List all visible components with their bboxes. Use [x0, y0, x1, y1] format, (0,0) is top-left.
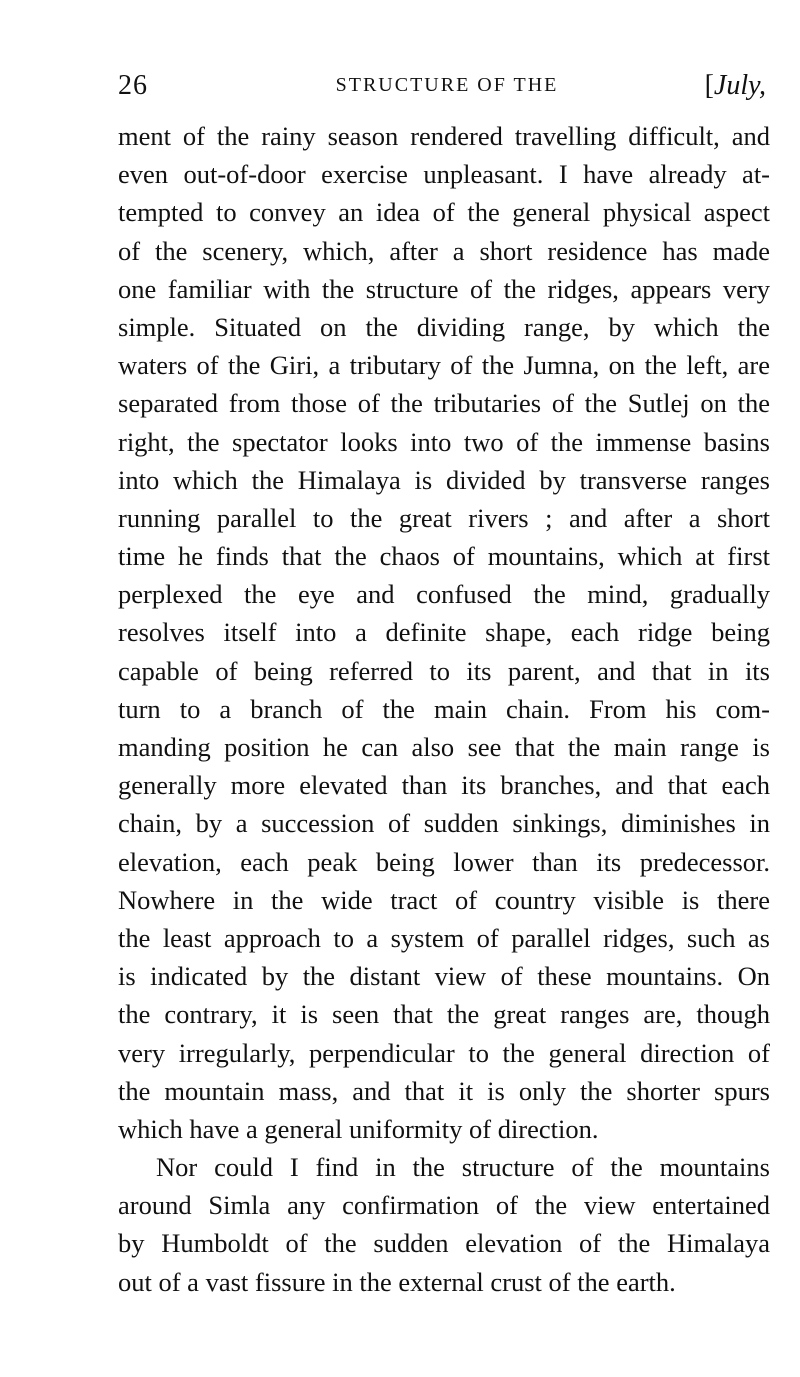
- text-line: even out-of-door exercise unpleasant. I have already at-: [118, 159, 770, 190]
- text-line: time he finds that the chaos of mountains, which at first: [118, 541, 770, 572]
- running-title: STRUCTURE OF THE: [335, 74, 559, 96]
- text-line: right, the spectator looks into two of the immense basins: [118, 426, 770, 457]
- text-line: Nowhere in the wide tract of country visible is there: [118, 884, 770, 915]
- text-line: elevation, each peak being lower than its predecessor.: [118, 846, 770, 877]
- running-date-text: July,: [713, 70, 766, 101]
- text-line: out of a vast fissure in the external crust of the earth.: [118, 1266, 676, 1297]
- text-line: manding position he can also see that the main range is: [118, 732, 770, 762]
- text-line: perplexed the eye and confused the mind, gradually: [118, 579, 770, 610]
- text-line: one familiar with the structure of the ridges, appears very: [118, 273, 770, 304]
- text-line: chain, by a succession of sudden sinkings, diminishes in: [118, 808, 770, 839]
- text-line: very irregularly, perpendicular to the general direction of: [118, 1037, 770, 1068]
- text-line: running parallel to the great rivers ; and after a short: [118, 502, 770, 533]
- running-date: [705, 70, 766, 102]
- text-line: resolves itself into a definite shape, each ridge being: [118, 617, 770, 648]
- text-line: the mountain mass, and that it is only the shorter spurs: [118, 1075, 770, 1106]
- text-line: by Humboldt of the sudden elevation of the Himalaya: [118, 1228, 770, 1259]
- page-number: 26: [118, 70, 148, 101]
- text-line: tempted to convey an idea of the general physical aspect: [118, 197, 770, 228]
- text-line: of the scenery, which, after a short residence has made: [118, 235, 770, 266]
- text-line: is indicated by the distant view of these mountains. On: [118, 961, 770, 992]
- running-date-bracket: [: [704, 70, 714, 101]
- text-line: the least approach to a system of parallel ridges, such as: [118, 922, 770, 953]
- text-line: simple. Situated on the dividing range, by which the: [118, 311, 770, 342]
- text-line: the contrary, it is seen that the great ranges are, though: [118, 999, 770, 1030]
- body-text: [118, 117, 770, 1301]
- text-line: capable of being referred to its parent, and that in its: [118, 655, 770, 686]
- text-line: generally more elevated than its branches, and that each: [118, 770, 770, 801]
- text-line: ment of the rainy season rendered travelling difficult, and: [118, 121, 770, 151]
- paragraph-start-line: Nor could I find in the structure of the mountains: [156, 1152, 770, 1183]
- page-header: [118, 70, 766, 106]
- text-line: around Simla any confirmation of the view entertained: [118, 1190, 770, 1221]
- text-line: separated from those of the tributaries of the Sutlej on the: [118, 388, 770, 419]
- paragraph-end-line: which have a general uniformity of direction.: [118, 1113, 599, 1144]
- text-line: turn to a branch of the main chain. From his com-: [118, 693, 770, 724]
- text-line: waters of the Giri, a tributary of the Jumna, on the left, are: [118, 350, 770, 381]
- text-line: into which the Himalaya is divided by transverse ranges: [118, 464, 770, 495]
